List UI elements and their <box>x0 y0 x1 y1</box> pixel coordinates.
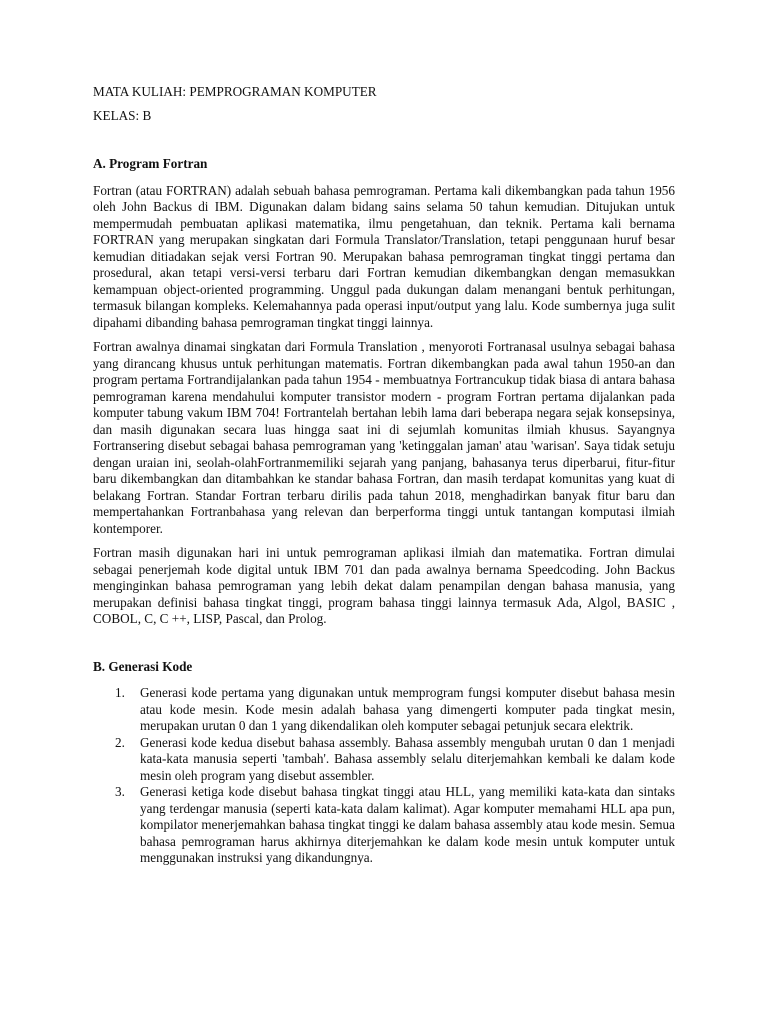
list-item-number: 1. <box>115 685 125 700</box>
list-item <box>93 784 675 867</box>
list-item <box>93 685 675 735</box>
document-page <box>93 84 675 867</box>
section-a-paragraph-3: Fortran masih digunakan hari ini untuk pemrograman aplikasi ilmiah dan matematika. Fortran dimulai sebagai penerjemah kode digital untuk IBM 701 dan pada awalnya bernama Speedcoding. John Backus menginginkan bahasa pemrograman yang lebih dekat dalam penampilan dengan bahasa manusia, yang merupakan definisi bahasa tingkat tinggi, program bahasa tinggi lainnya termasuk Ada, Algol, BASIC , COBOL, C, C ++, LISP, Pascal, dan Prolog. <box>93 545 675 626</box>
section-a-heading: A. Program Fortran <box>93 156 208 171</box>
class-label: KELAS: B <box>93 107 152 123</box>
list-item-number: 3. <box>115 784 125 799</box>
section-a-paragraph-2: Fortran awalnya dinamai singkatan dari Formula Translation , menyoroti Fortranasal usulnya sebagai bahasa yang dirancang khusus untuk perhitungan matematis. Fortran dikembangkan pada awal tahun 1950-an dan program pertama Fortrandijalankan pada tahun 1954 - membuatnya Fortrancukup tidak biasa di antara bahasa pemrograman karena mendahului komputer transistor modern - program Fortran pertama dijalankan pada komputer tabung vakum IBM 704! Fortrantelah bertahan lebih lama dari beberapa negara sejak konsepsinya, dan masih digunakan secara luas hingga saat ini di sejumlah komunitas ilmiah khusus. Sayangnya Fortransering disebut sebagai bahasa pemrograman yang 'ketinggalan jaman' atau 'warisan'. Saya tidak setuju dengan uraian ini, seolah-olahFortranmemiliki sejarah yang panjang, bahasanya terus diperbarui, fitur-fitur baru dikembangkan dan ditambahkan ke standar bahasa Fortran, dan masih terdapat komunitas yang kuat di belakang Fortran. Standar Fortran terbaru dirilis pada tahun 2018, menghadirkan banyak fitur baru dan mempertahankan Fortranbahasa yang relevan dan berperforma tinggi untuk tantangan komputasi ilmiah kontemporer. <box>93 339 675 536</box>
list-item-text: Generasi ketiga kode disebut bahasa tingkat tinggi atau HLL, yang memiliki kata-kata dan sintaks yang terdengar manusia (seperti kata-kata dalam kalimat). Agar komputer memahami HLL apa pun, kompilator menerjemahkan bahasa tingkat tinggi ke dalam bahasa assembly atau kode mesin. Semua bahasa pemrograman harus akhirnya diterjemahkan ke dalam kode mesin untuk komputer untuk menggunakan instruksi yang dikandungnya. <box>140 784 675 865</box>
list-item-text: Generasi kode kedua disebut bahasa assembly. Bahasa assembly mengubah urutan 0 dan 1 menjadi kata-kata manusia seperti 'tambah'. Bahasa assembly selalu diterjemahkan kembali ke dalam kode mesin oleh program yang disebut assembler. <box>140 734 675 783</box>
code-generation-list <box>93 685 675 867</box>
list-item-text: Generasi kode pertama yang digunakan untuk memprogram fungsi komputer disebut bahasa mesin atau kode mesin. Kode mesin adalah bahasa yang dimengerti komputer pada tingkat mesin, merupakan urutan 0 dan 1 yang dikendalikan oleh komputer sebagai petunjuk secara elektrik. <box>140 685 675 733</box>
section-a-paragraph-1: Fortran (atau FORTRAN) adalah sebuah bahasa pemrograman. Pertama kali dikembangkan pada tahun 1956 oleh John Backus di IBM. Digunakan dalam bidang sains selama 50 tahun kemudian. Ditujukan untuk mempermudah pembuatan aplikasi matematika, ilmu pengetahuan, dan teknik. Pertama kali bernama FORTRAN yang merupakan singkatan dari Formula Translator/Translation, tetapi penggunaan huruf besar kemudian ditiadakan sejak versi Fortran 90. Merupakan bahasa pemrograman tingkat tinggi pertama dan prosedural, akan tetapi versi-versi terbaru dari Fortran kemudian dikembangkan dengan memasukkan kemampuan object-oriented programming. Unggul pada dukungan dalam menangani bentuk perhitungan, termasuk bilangan kompleks. Kelemahannya pada operasi input/output yang lalu. Kode sumbernya juga sulit dipahami dibanding bahasa pemrograman tingkat tinggi lainnya. <box>93 182 675 330</box>
course-title: MATA KULIAH: PEMPROGRAMAN KOMPUTER <box>93 84 377 99</box>
list-item-number: 2. <box>115 734 125 750</box>
section-b-heading: B. Generasi Kode <box>93 658 193 674</box>
list-item <box>93 735 675 785</box>
